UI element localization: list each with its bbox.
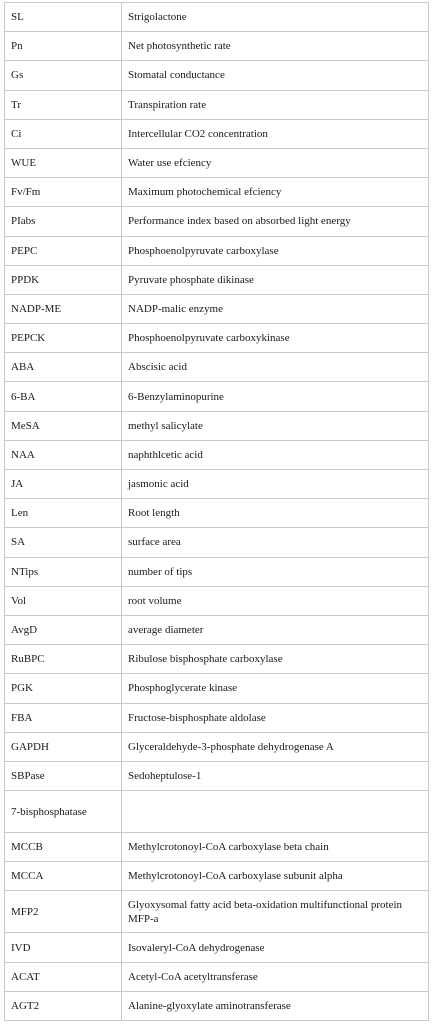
table-row bbox=[5, 586, 429, 615]
table-row bbox=[5, 3, 429, 32]
table-row bbox=[5, 440, 429, 469]
definition-cell: Root length bbox=[122, 499, 429, 528]
definition-cell: Sedoheptulose-1 bbox=[122, 761, 429, 790]
abbreviation-cell: 7-bisphosphatase bbox=[5, 791, 122, 833]
abbreviation-cell: SA bbox=[5, 528, 122, 557]
definition-cell: Acetyl-CoA acetyltransferase bbox=[122, 962, 429, 991]
abbreviation-cell: SL bbox=[5, 3, 122, 32]
abbreviation-cell: MCCA bbox=[5, 862, 122, 891]
table-row bbox=[5, 148, 429, 177]
table-row bbox=[5, 615, 429, 644]
definition-cell: Strigolactone bbox=[122, 3, 429, 32]
abbreviation-cell: MeSA bbox=[5, 411, 122, 440]
abbreviation-cell: Tr bbox=[5, 90, 122, 119]
abbreviation-cell: FBA bbox=[5, 703, 122, 732]
definition-cell: Maximum photochemical efciency bbox=[122, 178, 429, 207]
definition-cell: Transpiration rate bbox=[122, 90, 429, 119]
table-row bbox=[5, 862, 429, 891]
abbreviation-cell: MCCB bbox=[5, 833, 122, 862]
definition-cell: Water use efciency bbox=[122, 148, 429, 177]
definition-cell: Methylcrotonoyl-CoA carboxylase subunit alpha bbox=[122, 862, 429, 891]
table-row bbox=[5, 32, 429, 61]
table-row bbox=[5, 962, 429, 991]
abbreviation-cell: AGT2 bbox=[5, 991, 122, 1020]
definition-cell: Fructose-bisphosphate aldolase bbox=[122, 703, 429, 732]
abbreviation-cell: ABA bbox=[5, 353, 122, 382]
table-row bbox=[5, 265, 429, 294]
definition-cell: Performance index based on absorbed light energy bbox=[122, 207, 429, 236]
definition-cell: Alanine-glyoxylate aminotransferase bbox=[122, 991, 429, 1020]
abbreviation-cell: Pn bbox=[5, 32, 122, 61]
table-row bbox=[5, 761, 429, 790]
abbreviation-table-body bbox=[5, 3, 429, 1021]
table-row bbox=[5, 933, 429, 962]
table-row bbox=[5, 499, 429, 528]
abbreviation-cell: IVD bbox=[5, 933, 122, 962]
definition-cell: jasmonic acid bbox=[122, 470, 429, 499]
definition-cell: Phosphoglycerate kinase bbox=[122, 674, 429, 703]
definition-cell: naphthlcetic acid bbox=[122, 440, 429, 469]
table-row bbox=[5, 61, 429, 90]
abbreviation-cell: NTips bbox=[5, 557, 122, 586]
abbreviation-cell: Gs bbox=[5, 61, 122, 90]
table-row bbox=[5, 411, 429, 440]
definition-cell: NADP-malic enzyme bbox=[122, 294, 429, 323]
definition-cell: root volume bbox=[122, 586, 429, 615]
table-row bbox=[5, 557, 429, 586]
abbreviation-cell: 6-BA bbox=[5, 382, 122, 411]
definition-cell: Abscisic acid bbox=[122, 353, 429, 382]
definition-cell: Net photosynthetic rate bbox=[122, 32, 429, 61]
abbreviation-cell: SBPase bbox=[5, 761, 122, 790]
table-row bbox=[5, 90, 429, 119]
definition-cell: Isovaleryl-CoA dehydrogenase bbox=[122, 933, 429, 962]
abbreviation-cell: Ci bbox=[5, 119, 122, 148]
definition-cell: Intercellular CO2 concentration bbox=[122, 119, 429, 148]
abbreviation-cell: MFP2 bbox=[5, 891, 122, 933]
table-row bbox=[5, 236, 429, 265]
abbreviation-cell: PGK bbox=[5, 674, 122, 703]
definition-cell: Phosphoenolpyruvate carboxylase bbox=[122, 236, 429, 265]
abbreviation-cell: ACAT bbox=[5, 962, 122, 991]
abbreviation-cell: Len bbox=[5, 499, 122, 528]
definition-cell: Phosphoenolpyruvate carboxykinase bbox=[122, 324, 429, 353]
abbreviation-cell: AvgD bbox=[5, 615, 122, 644]
table-row bbox=[5, 294, 429, 323]
table-row bbox=[5, 891, 429, 933]
abbreviation-table bbox=[4, 2, 429, 1021]
definition-cell: Glyoxysomal fatty acid beta-oxidation multifunctional protein MFP-a bbox=[122, 891, 429, 933]
definition-cell bbox=[122, 791, 429, 833]
abbreviation-cell: JA bbox=[5, 470, 122, 499]
table-row bbox=[5, 833, 429, 862]
abbreviation-cell: NADP-ME bbox=[5, 294, 122, 323]
definition-cell: 6-Benzylaminopurine bbox=[122, 382, 429, 411]
definition-cell: Methylcrotonoyl-CoA carboxylase beta chain bbox=[122, 833, 429, 862]
table-row bbox=[5, 732, 429, 761]
definition-cell: surface area bbox=[122, 528, 429, 557]
table-row bbox=[5, 178, 429, 207]
abbreviation-cell: GAPDH bbox=[5, 732, 122, 761]
abbreviation-cell: WUE bbox=[5, 148, 122, 177]
abbreviation-cell: PEPCK bbox=[5, 324, 122, 353]
abbreviation-cell: PEPC bbox=[5, 236, 122, 265]
abbreviation-cell: PPDK bbox=[5, 265, 122, 294]
table-row bbox=[5, 674, 429, 703]
definition-cell: Ribulose bisphosphate carboxylase bbox=[122, 645, 429, 674]
abbreviation-cell: NAA bbox=[5, 440, 122, 469]
table-row bbox=[5, 207, 429, 236]
table-row bbox=[5, 324, 429, 353]
table-row bbox=[5, 119, 429, 148]
definition-cell: Stomatal conductance bbox=[122, 61, 429, 90]
definition-cell: average diameter bbox=[122, 615, 429, 644]
table-row bbox=[5, 353, 429, 382]
table-row bbox=[5, 645, 429, 674]
table-row bbox=[5, 791, 429, 833]
table-row bbox=[5, 528, 429, 557]
definition-cell: methyl salicylate bbox=[122, 411, 429, 440]
abbreviation-cell: Vol bbox=[5, 586, 122, 615]
table-row bbox=[5, 382, 429, 411]
definition-cell: number of tips bbox=[122, 557, 429, 586]
abbreviation-cell: RuBPC bbox=[5, 645, 122, 674]
definition-cell: Pyruvate phosphate dikinase bbox=[122, 265, 429, 294]
definition-cell: Glyceraldehyde-3-phosphate dehydrogenase A bbox=[122, 732, 429, 761]
table-row bbox=[5, 991, 429, 1020]
table-row bbox=[5, 703, 429, 732]
abbreviation-cell: PIabs bbox=[5, 207, 122, 236]
table-row bbox=[5, 470, 429, 499]
abbreviation-cell: Fv/Fm bbox=[5, 178, 122, 207]
